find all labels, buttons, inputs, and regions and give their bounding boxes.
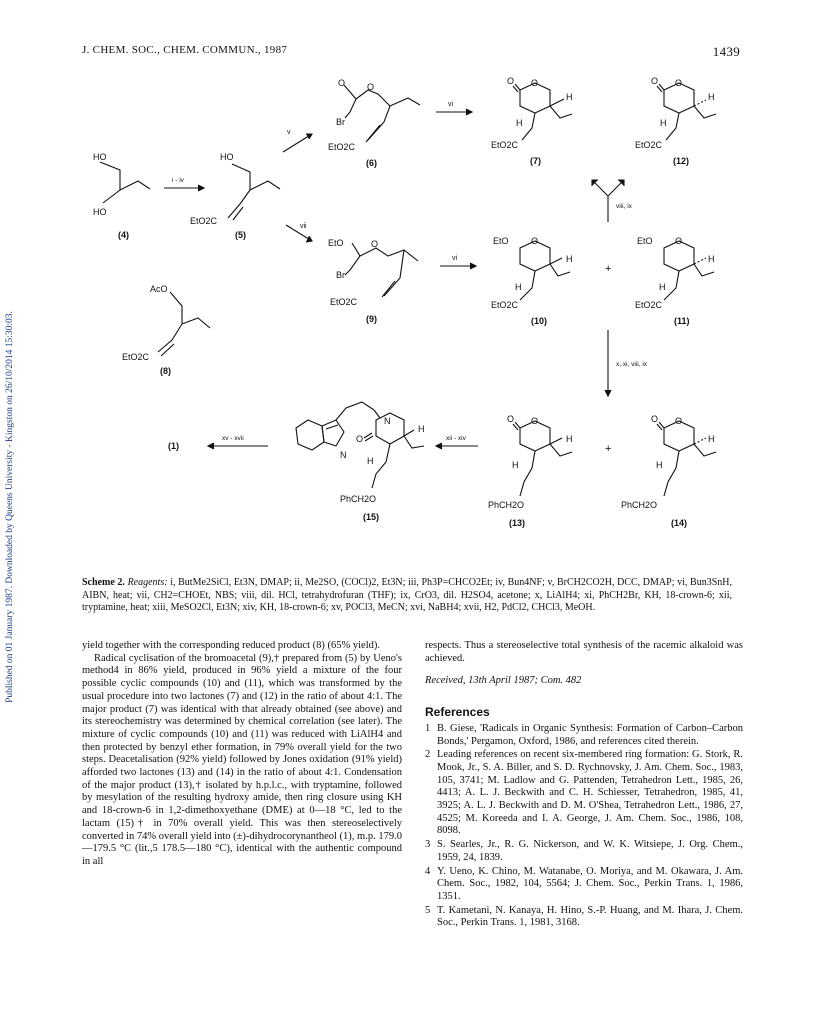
svg-text:v: v bbox=[287, 129, 291, 136]
svg-text:xv - xvii: xv - xvii bbox=[222, 435, 244, 442]
svg-text:vii: vii bbox=[300, 223, 307, 230]
svg-text:H: H bbox=[656, 460, 663, 470]
compound-14 bbox=[621, 414, 716, 528]
reference-item: 5 T. Kametani, N. Kanaya, H. Hino, S.-P. Huang, and M. Ihara, J. Chem. Soc., Perkin Trans. 1, 1981, 3168. bbox=[425, 904, 743, 929]
svg-text:PhCH2O: PhCH2O bbox=[621, 500, 658, 510]
label-10: (10) bbox=[531, 316, 548, 326]
svg-text:O: O bbox=[507, 76, 515, 86]
svg-text:H: H bbox=[566, 254, 573, 264]
svg-text:O: O bbox=[675, 78, 683, 88]
svg-text:HO: HO bbox=[220, 152, 234, 162]
compound-15 bbox=[296, 402, 425, 522]
svg-text:H: H bbox=[516, 118, 523, 128]
reference-item: 3 S. Searles, Jr., R. G. Nickerson, and W. K. Witsiepe, J. Org. Chem., 1959, 24, 1839. bbox=[425, 839, 743, 863]
svg-text:EtO2C: EtO2C bbox=[491, 140, 519, 150]
svg-text:H: H bbox=[708, 92, 715, 102]
svg-text:xii - xiv: xii - xiv bbox=[446, 435, 466, 442]
svg-text:vi: vi bbox=[448, 101, 454, 108]
svg-text:AcO: AcO bbox=[150, 284, 168, 294]
svg-text:H: H bbox=[515, 282, 522, 292]
label-4: (4) bbox=[118, 230, 129, 240]
reaction-scheme bbox=[0, 60, 816, 570]
svg-text:HO: HO bbox=[93, 207, 107, 217]
svg-text:O: O bbox=[531, 236, 539, 246]
label-14: (14) bbox=[671, 518, 688, 528]
svg-text:+: + bbox=[605, 263, 612, 275]
svg-text:O: O bbox=[675, 236, 683, 246]
svg-text:vi: vi bbox=[452, 255, 458, 262]
svg-text:O: O bbox=[651, 76, 659, 86]
label-12: (12) bbox=[673, 156, 690, 166]
paragraph: yield together with the corresponding reduced product (8) (65% yield). bbox=[82, 640, 380, 651]
svg-text:EtO: EtO bbox=[328, 238, 344, 248]
svg-text:PhCH2O: PhCH2O bbox=[488, 500, 525, 510]
svg-text:H: H bbox=[566, 92, 573, 102]
svg-text:x, xi, viii, ix: x, xi, viii, ix bbox=[616, 361, 648, 368]
svg-text:O: O bbox=[531, 78, 539, 88]
download-watermark: Published on 01 January 1987. Downloaded by Queens University - Kingston on 26/10/2014 15:30:03. bbox=[5, 311, 15, 703]
reference-item: 2 Leading references on recent six-membered ring formation: G. Stork, R. Mook, Jr., S. A. Biller, and S. D. Rychnovsky, J. Am. Chem. Soc., 1983, 105, 3741; M. Ladlow and G. Pattenden, Tetrahedron Lett., 1985, 26, 4413; A. L. J. Beckwith and C. H. Schiesser, Tetrahedron, 1985, 41, 3925; A. L. J. Beckwith and D. M. O'Shea, Tetrahedron Lett., 1986, 27, 4525; M. Koreeda and I. A. George, J. Am. Chem. Soc., 1986, 108, 8098. bbox=[425, 749, 743, 837]
compound-4 bbox=[93, 152, 150, 240]
svg-text:O: O bbox=[371, 239, 379, 249]
svg-text:PhCH2O: PhCH2O bbox=[340, 494, 377, 504]
label-11: (11) bbox=[674, 316, 690, 326]
svg-text:H: H bbox=[659, 282, 666, 292]
compound-12 bbox=[635, 76, 716, 166]
label-15: (15) bbox=[363, 512, 380, 522]
svg-text:H: H bbox=[708, 434, 715, 444]
journal-header: J. CHEM. SOC., CHEM. COMMUN., 1987 bbox=[82, 44, 288, 56]
svg-text:O: O bbox=[531, 416, 539, 426]
svg-text:EtO: EtO bbox=[637, 236, 653, 246]
reference-item: 1 B. Giese, 'Radicals in Organic Synthesis: Formation of Carbon–Carbon Bonds,' Pergamon, Oxford, 1986, and references cited therein. bbox=[425, 722, 743, 747]
reagents-i-iv: i - iv bbox=[172, 177, 184, 184]
paragraph: Radical cyclisation of the bromoacetal (9),† prepared from (5) by Ueno's method4 in 86% yield, produced in 96% yield a mixture of the four possible cyclic compounds (10) and (11), which was transformed by the usual procedure into two lactones (7) and (12) in the ratio of about 4:1. The major product (7) was identical with that already obtained (see above) and its stereochemistry was determined by chemical correlation (see later). The mixture of cyclic compounds (10) and (11) was reduced with LiAlH4 and then protected by benzyl ether formation, in 79% overall yield for the two steps. Deacetalisation (92% yield) followed by Jones oxidation (91% yield) afforded two lactones (13) and (14) in the ratio of about 4:1. Condensation of the major product (13),† isolated by h.p.l.c., with tryptamine, followed by mesylation of the resulting hydroxy amide, then ring closure using KH and 18-crown-6 in 1,2-dimethoxyethane (DME) at 0—18 °C, led to the lactam (15)† in 70% overall yield. This was then stereoselectively converted in 74% overall yield into (±)-dihydrocorynantheol (1), m.p. 179.0—179.5 °C (lit.,5 178.5—180 °C), identical with the authentic compound in all bbox=[82, 652, 402, 867]
compound-10 bbox=[491, 236, 573, 326]
label-5: (5) bbox=[235, 230, 246, 240]
label-6: (6) bbox=[366, 158, 377, 168]
svg-text:H: H bbox=[418, 424, 425, 434]
svg-text:O: O bbox=[507, 414, 515, 424]
svg-text:H: H bbox=[566, 434, 573, 444]
svg-text:EtO2C: EtO2C bbox=[491, 300, 519, 310]
svg-text:H: H bbox=[708, 254, 715, 264]
svg-text:viii, ix: viii, ix bbox=[616, 203, 632, 210]
svg-text:EtO2C: EtO2C bbox=[122, 352, 150, 362]
page-number: 1439 bbox=[712, 44, 740, 59]
svg-text:H: H bbox=[512, 460, 519, 470]
svg-text:EtO2C: EtO2C bbox=[330, 297, 358, 307]
svg-text:EtO2C: EtO2C bbox=[328, 142, 356, 152]
label-8: (8) bbox=[160, 366, 171, 376]
scheme-caption: Scheme 2. Reagents: i, ButMe2SiCl, Et3N, DMAP; ii, Me2SO, (COCl)2, Et3N; iii, Ph3P=CHCO2Et; iv, Bun4NF; v, BrCH2CO2H, DCC, DMAP; vi, Bun3SnH, AIBN, heat; vii, CH2=CHOEt, NBS; viii, dil. HCl, tetrahydrofuran (THF); ix, CrO3, dil. H2SO4, acetone; x, LiAlH4; xi, PhCH2Br, KH, 18-crown-6; xii, tryptamine, heat; xiii, MeSO2Cl, Et3N; xiv, KH, 18-crown-6; xv, POCl3, MeCN; xvi, NaBH4; xvii, H2, PdCl2, CHCl3, MeOH. bbox=[82, 577, 732, 613]
compound-9 bbox=[328, 238, 418, 324]
svg-text:N: N bbox=[384, 416, 391, 426]
svg-text:N: N bbox=[340, 450, 347, 460]
svg-text:HO: HO bbox=[93, 152, 107, 162]
svg-text:O: O bbox=[675, 416, 683, 426]
reference-item: 4 Y. Ueno, K. Chino, M. Watanabe, O. Moriya, and M. Okawara, J. Am. Chem. Soc., 1982, 104, 5564; J. Chem. Soc., Perkin Trans. 1, 1986, 1351. bbox=[425, 865, 743, 902]
compound-7 bbox=[491, 76, 573, 166]
label-1: (1) bbox=[168, 441, 179, 451]
svg-text:Br: Br bbox=[336, 117, 345, 127]
compound-6 bbox=[328, 78, 420, 168]
svg-text:EtO2C: EtO2C bbox=[635, 300, 663, 310]
compound-13 bbox=[488, 414, 573, 528]
svg-text:O: O bbox=[356, 434, 364, 444]
compound-11 bbox=[635, 236, 715, 326]
svg-text:O: O bbox=[338, 78, 346, 88]
label-13: (13) bbox=[509, 518, 526, 528]
svg-text:EtO: EtO bbox=[493, 236, 509, 246]
label-9: (9) bbox=[366, 314, 377, 324]
svg-text:EtO2C: EtO2C bbox=[190, 216, 218, 226]
references-heading: References bbox=[425, 705, 490, 720]
svg-text:O: O bbox=[651, 414, 659, 424]
svg-text:H: H bbox=[367, 456, 374, 466]
received-date: Received, 13th April 1987; Com. 482 bbox=[425, 675, 582, 687]
svg-text:EtO2C: EtO2C bbox=[635, 140, 663, 150]
svg-text:Br: Br bbox=[336, 270, 345, 280]
svg-text:+: + bbox=[605, 443, 612, 455]
right-column bbox=[425, 640, 743, 931]
paragraph: respects. Thus a stereoselective total synthesis of the racemic alkaloid was achieved. bbox=[425, 640, 743, 664]
left-column bbox=[82, 640, 402, 869]
svg-text:H: H bbox=[660, 118, 667, 128]
svg-text:O: O bbox=[367, 82, 375, 92]
label-7: (7) bbox=[530, 156, 541, 166]
compound-5 bbox=[190, 152, 280, 240]
compound-8 bbox=[122, 284, 210, 376]
